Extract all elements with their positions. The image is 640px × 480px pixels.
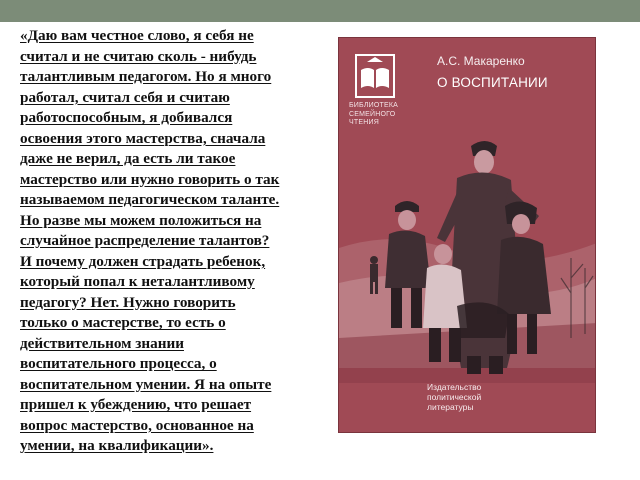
book-author: А.С. Макаренко [437, 54, 525, 68]
quote-line: Но разве мы можем положиться на [20, 211, 262, 229]
book-series-line: СЕМЕЙНОГО [349, 110, 396, 118]
quote-line: считал и не считаю сколь - нибудь [20, 47, 257, 65]
quote-line: «Даю вам честное слово, я себя не [20, 27, 254, 44]
quote-line: который попал к неталантливому [20, 273, 255, 290]
book-cover [338, 37, 596, 433]
book-series-line: БИБЛИОТЕКА [349, 102, 398, 109]
quote-line: работал, считал себя и считаю [20, 88, 230, 106]
quote-line: талантливым педагогом. Но я много [20, 68, 272, 85]
quote-line: воспитательного процесса, о [20, 355, 217, 372]
quote-line: случайное распределение талантов? [20, 232, 270, 249]
quote-line: педагогу? Нет. Нужно говорить [20, 293, 236, 311]
book-publisher-line: Издательство [427, 382, 482, 392]
book-publisher-line: политической [427, 392, 482, 402]
quote-line: называемом педагогическом таланте. [20, 191, 280, 208]
book-series-line: ЧТЕНИЯ [349, 119, 379, 126]
quote-line: умении, на квалификации». [20, 437, 214, 454]
quote-line: мастерство или нужно говорить о так [20, 170, 280, 188]
quote-line: воспитательном умении. Я на опыте [20, 375, 272, 393]
quote-line: вопрос мастерство, основанное на [20, 416, 254, 434]
book-publisher [427, 382, 517, 412]
quote-line: работоспособным, я добивался [20, 109, 233, 126]
makarenko-quote [20, 26, 332, 457]
quote-line: освоения этого мастерства, сначала [20, 129, 266, 147]
quote-line: только о мастерстве, то есть о [20, 314, 226, 331]
quote-line: И почему должен страдать ребенок, [20, 252, 266, 270]
book-publisher-line: литературы [427, 402, 474, 412]
quote-line: пришел к убеждению, что решает [20, 396, 252, 413]
slide-top-bar [0, 0, 640, 22]
book-series [349, 102, 429, 128]
book-title: О ВОСПИТАНИИ [437, 75, 548, 90]
quote-line: даже не верил, да есть ли такое [20, 150, 236, 167]
open-book-icon [355, 54, 395, 98]
quote-line: действительном знании [20, 334, 184, 352]
